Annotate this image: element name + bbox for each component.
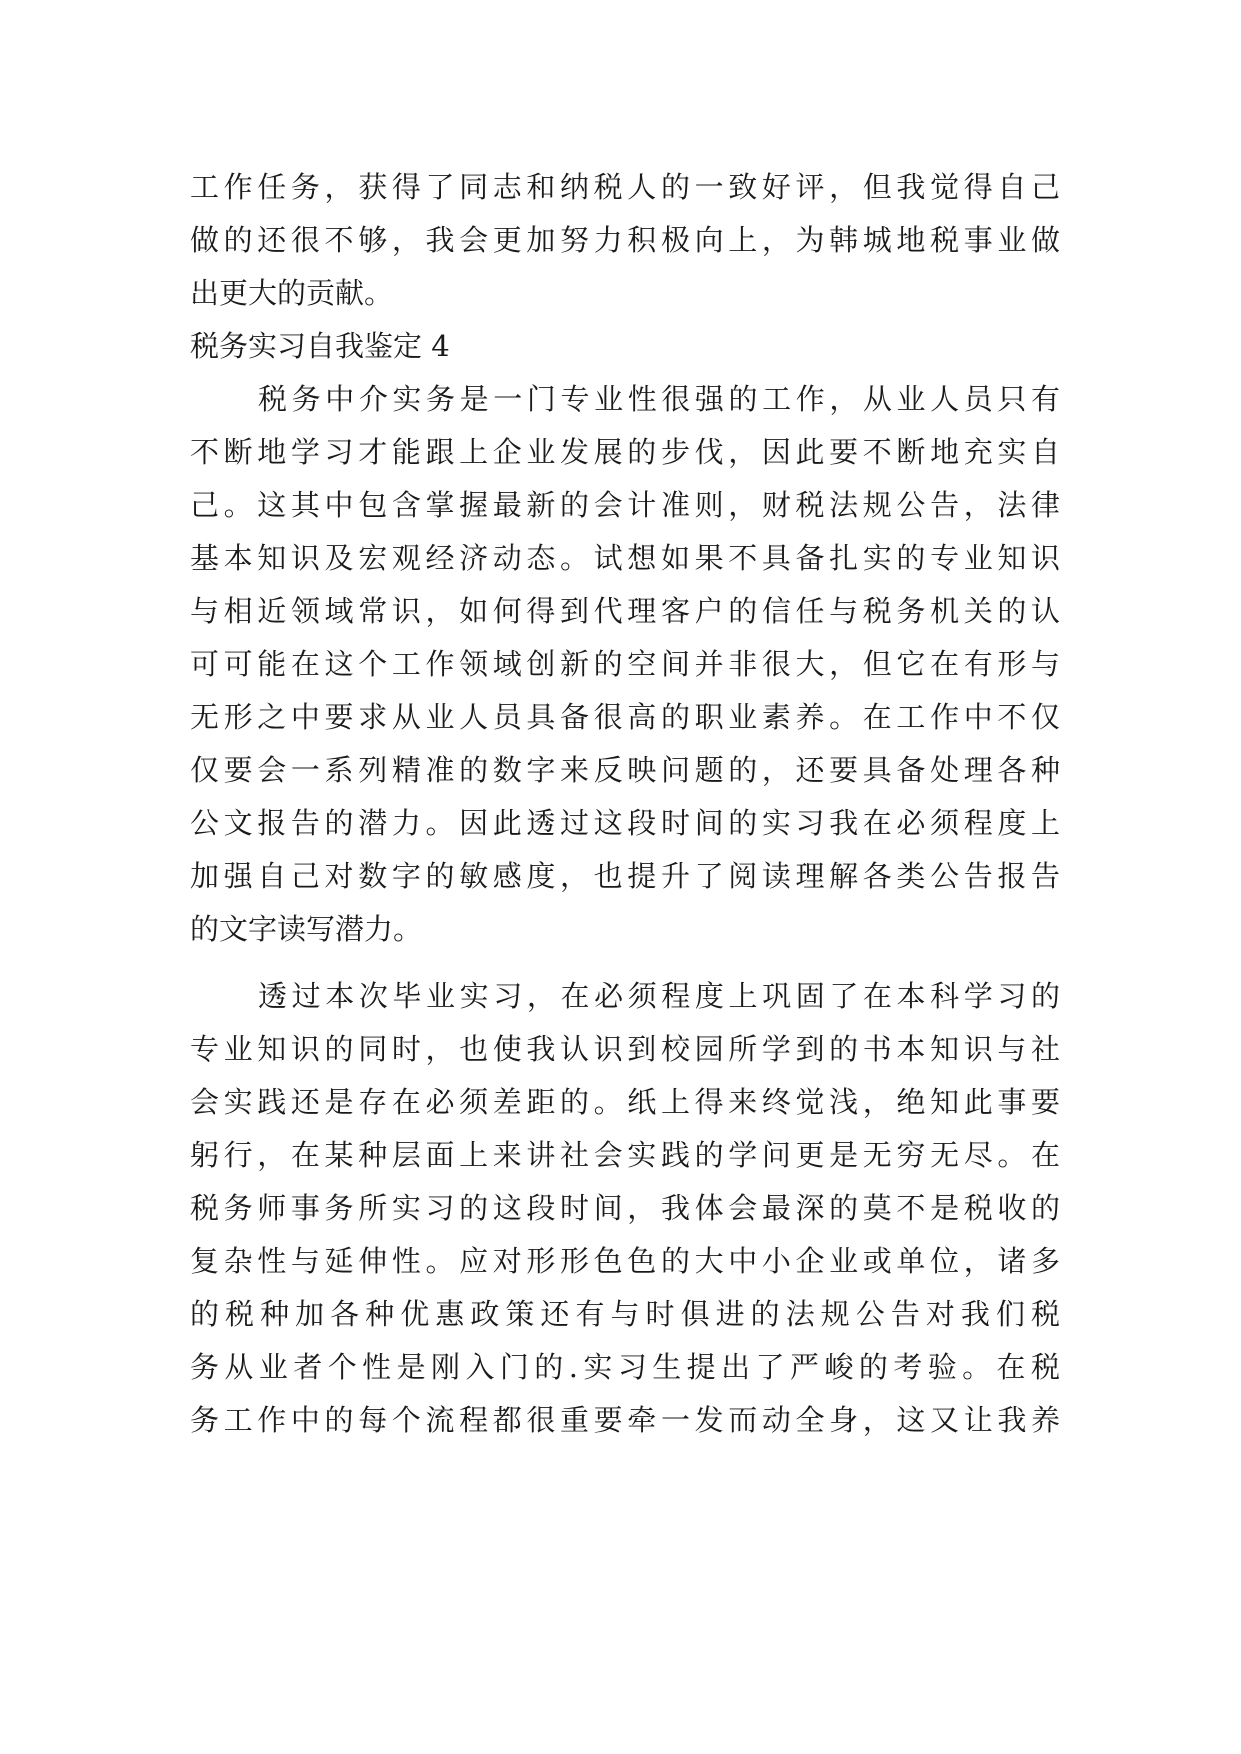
paragraph-2-line: 躬行，在某种层面上来讲社会实践的学问更是无穷无尽。在 — [190, 1138, 1060, 1172]
paragraph-2-line: 会实践还是存在必须差距的。纸上得来终觉浅，绝知此事要 — [190, 1085, 1060, 1119]
paragraph-2-line: 专业知识的同时，也使我认识到校园所学到的书本知识与社 — [190, 1032, 1060, 1066]
intro-line: 出更大的贡献。 — [190, 276, 394, 310]
paragraph-1-line: 税务中介实务是一门专业性很强的工作，从业人员只有 — [258, 382, 1060, 416]
section-heading: 税务实习自我鉴定 4 — [190, 329, 450, 363]
paragraph-1-line: 加强自己对数字的敏感度，也提升了阅读理解各类公告报告 — [190, 859, 1060, 893]
paragraph-1-line: 无形之中要求从业人员具备很高的职业素养。在工作中不仅 — [190, 700, 1060, 734]
paragraph-2-line: 税务师事务所实习的这段时间，我体会最深的莫不是税收的 — [190, 1191, 1060, 1225]
intro-line: 工作任务，获得了同志和纳税人的一致好评，但我觉得自己 — [190, 170, 1060, 204]
paragraph-2-line: 的税种加各种优惠政策还有与时俱进的法规公告对我们税 — [190, 1297, 1060, 1331]
paragraph-1-line: 与相近领域常识，如何得到代理客户的信任与税务机关的认 — [190, 594, 1060, 628]
paragraph-2-line: 务工作中的每个流程都很重要牵一发而动全身，这又让我养 — [190, 1403, 1060, 1437]
paragraph-2-line: 透过本次毕业实习，在必须程度上巩固了在本科学习的 — [258, 979, 1060, 1013]
paragraph-2-line: 务从业者个性是刚入门的.实习生提出了严峻的考验。在税 — [190, 1350, 1060, 1384]
paragraph-1-line: 不断地学习才能跟上企业发展的步伐，因此要不断地充实自 — [190, 435, 1060, 469]
paragraph-1-line: 仅要会一系列精准的数字来反映问题的，还要具备处理各种 — [190, 753, 1060, 787]
paragraph-2-line: 复杂性与延伸性。应对形形色色的大中小企业或单位，诸多 — [190, 1244, 1060, 1278]
intro-line: 做的还很不够，我会更加努力积极向上，为韩城地税事业做 — [190, 223, 1060, 257]
paragraph-1-line: 基本知识及宏观经济动态。试想如果不具备扎实的专业知识 — [190, 541, 1060, 575]
document-body — [190, 161, 1060, 1447]
paragraph-1-line: 的文字读写潜力。 — [190, 912, 423, 946]
paragraph-1-line: 可可能在这个工作领域创新的空间并非很大，但它在有形与 — [190, 647, 1060, 681]
paragraph-1-line: 己。这其中包含掌握最新的会计准则，财税法规公告，法律 — [190, 488, 1060, 522]
paragraph-1-line: 公文报告的潜力。因此透过这段时间的实习我在必须程度上 — [190, 806, 1060, 840]
paragraph-gap — [190, 956, 1060, 970]
